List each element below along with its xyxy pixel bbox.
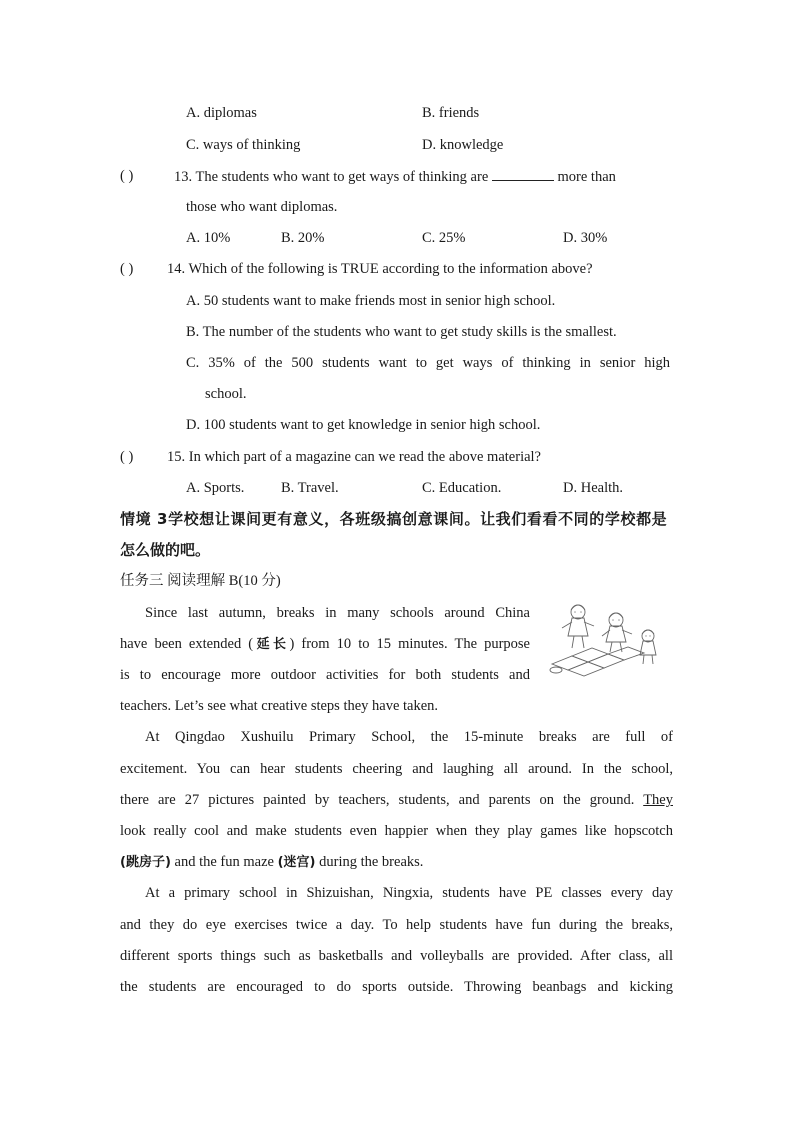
q13-option-d: D. 30% bbox=[563, 230, 608, 246]
scenario-heading bbox=[120, 509, 667, 529]
q14-option-d: D. 100 students want to get knowledge in senior high school. bbox=[186, 417, 541, 433]
girls-playing-hopscotch-illustration bbox=[544, 600, 668, 682]
q14-stem: 14. Which of the following is TRUE according to the information above? bbox=[167, 261, 593, 277]
q12-option-a: A. diplomas bbox=[186, 105, 257, 121]
q13-stem-part1: 13. The students who want to get ways of thinking are bbox=[174, 169, 489, 185]
passage-p3-line1: At a primary school in Shizuishan, Ningxia, students have PE classes every day bbox=[145, 885, 673, 901]
passage-p1-gloss-extend: 延长 bbox=[253, 637, 290, 652]
passage-underlined-they: They bbox=[643, 792, 673, 808]
scenario-label: 情境 3 bbox=[120, 510, 169, 528]
q15-option-c: C. Education. bbox=[422, 480, 502, 496]
q14-option-c-line1: C. 35% of the 500 students want to get ways of thinking in senior high bbox=[186, 355, 670, 371]
q13-option-a: A. 10% bbox=[186, 230, 231, 246]
q12-option-c: C. ways of thinking bbox=[186, 137, 301, 153]
passage-p1-line2 bbox=[120, 634, 530, 655]
scenario-text-line2: 怎么做的吧。 bbox=[120, 541, 211, 559]
passage-p1-line1: Since last autumn, breaks in many schools around China bbox=[145, 605, 530, 621]
scenario-text-line1: 学校想让课间更有意义，各班级搞创意课间。让我们看看不同的学校都是 bbox=[168, 510, 668, 528]
q15-option-d: D. Health. bbox=[563, 480, 623, 496]
passage-p1-line4: teachers. Let’s see what creative steps they have taken. bbox=[120, 698, 439, 714]
q13-stem-line2: those who want diplomas. bbox=[186, 199, 338, 215]
passage-p2-line5 bbox=[120, 852, 423, 873]
passage-p2-line3-text: there are 27 pictures painted by teachers, students, and parents on the ground. bbox=[120, 792, 635, 808]
q14-option-b: B. The number of the students who want to get study skills is the smallest. bbox=[186, 324, 617, 340]
q14-option-c-line2: school. bbox=[205, 386, 247, 402]
passage-p2-line5-part1: and the fun maze bbox=[170, 854, 278, 870]
q15-option-b: B. Travel. bbox=[281, 480, 339, 496]
q15-stem: 15. In which part of a magazine can we read the above material? bbox=[167, 449, 541, 465]
q15-answer-paren[interactable]: ( ) bbox=[120, 449, 134, 465]
passage-p2-line4: look really cool and make students even happier when they play games like hopscotch bbox=[120, 823, 673, 839]
q14-answer-paren[interactable]: ( ) bbox=[120, 261, 134, 277]
passage-p2-line5-part2: during the breaks. bbox=[315, 854, 424, 870]
passage-p1-line3: is to encourage more outdoor activities for both students and bbox=[120, 667, 530, 683]
q15-option-a: A. Sports. bbox=[186, 480, 245, 496]
passage-p2-line1: At Qingdao Xushuilu Primary School, the 15-minute breaks are full of bbox=[145, 729, 673, 745]
passage-p2-line2: excitement. You can hear students cheering and laughing all around. In the school, bbox=[120, 761, 673, 777]
passage-p3-line3: different sports things such as basketballs and volleyballs are provided. After class, all bbox=[120, 948, 673, 964]
q12-option-b: B. friends bbox=[422, 105, 480, 121]
passage-gloss-hopscotch: (跳房子) bbox=[120, 855, 171, 870]
passage-gloss-maze: (迷宫) bbox=[277, 855, 316, 870]
q13-stem-part2: more than bbox=[557, 169, 616, 185]
passage-p2-line3 bbox=[120, 790, 673, 810]
passage-p3-line4: the students are encouraged to do sports outside. Throwing beanbags and kicking bbox=[120, 979, 673, 995]
q13-option-c: C. 25% bbox=[422, 230, 466, 246]
q13-blank bbox=[492, 166, 554, 181]
q14-option-a: A. 50 students want to make friends most in senior high school. bbox=[186, 293, 556, 309]
q13-option-b: B. 20% bbox=[281, 230, 325, 246]
q13-stem bbox=[174, 166, 616, 187]
task-title: 任务三 阅读理解 B(10 分) bbox=[120, 573, 281, 589]
passage-p1-line2-part1: have been extended ( bbox=[120, 636, 254, 652]
q13-answer-paren[interactable]: ( ) bbox=[120, 168, 134, 184]
passage-p3-line2: and they do eye exercises twice a day. To help students have fun during the breaks, bbox=[120, 917, 673, 933]
passage-p1-line2-part2: ) from 10 to 15 minutes. The purpose bbox=[289, 636, 530, 652]
q12-option-d: D. knowledge bbox=[422, 137, 504, 153]
